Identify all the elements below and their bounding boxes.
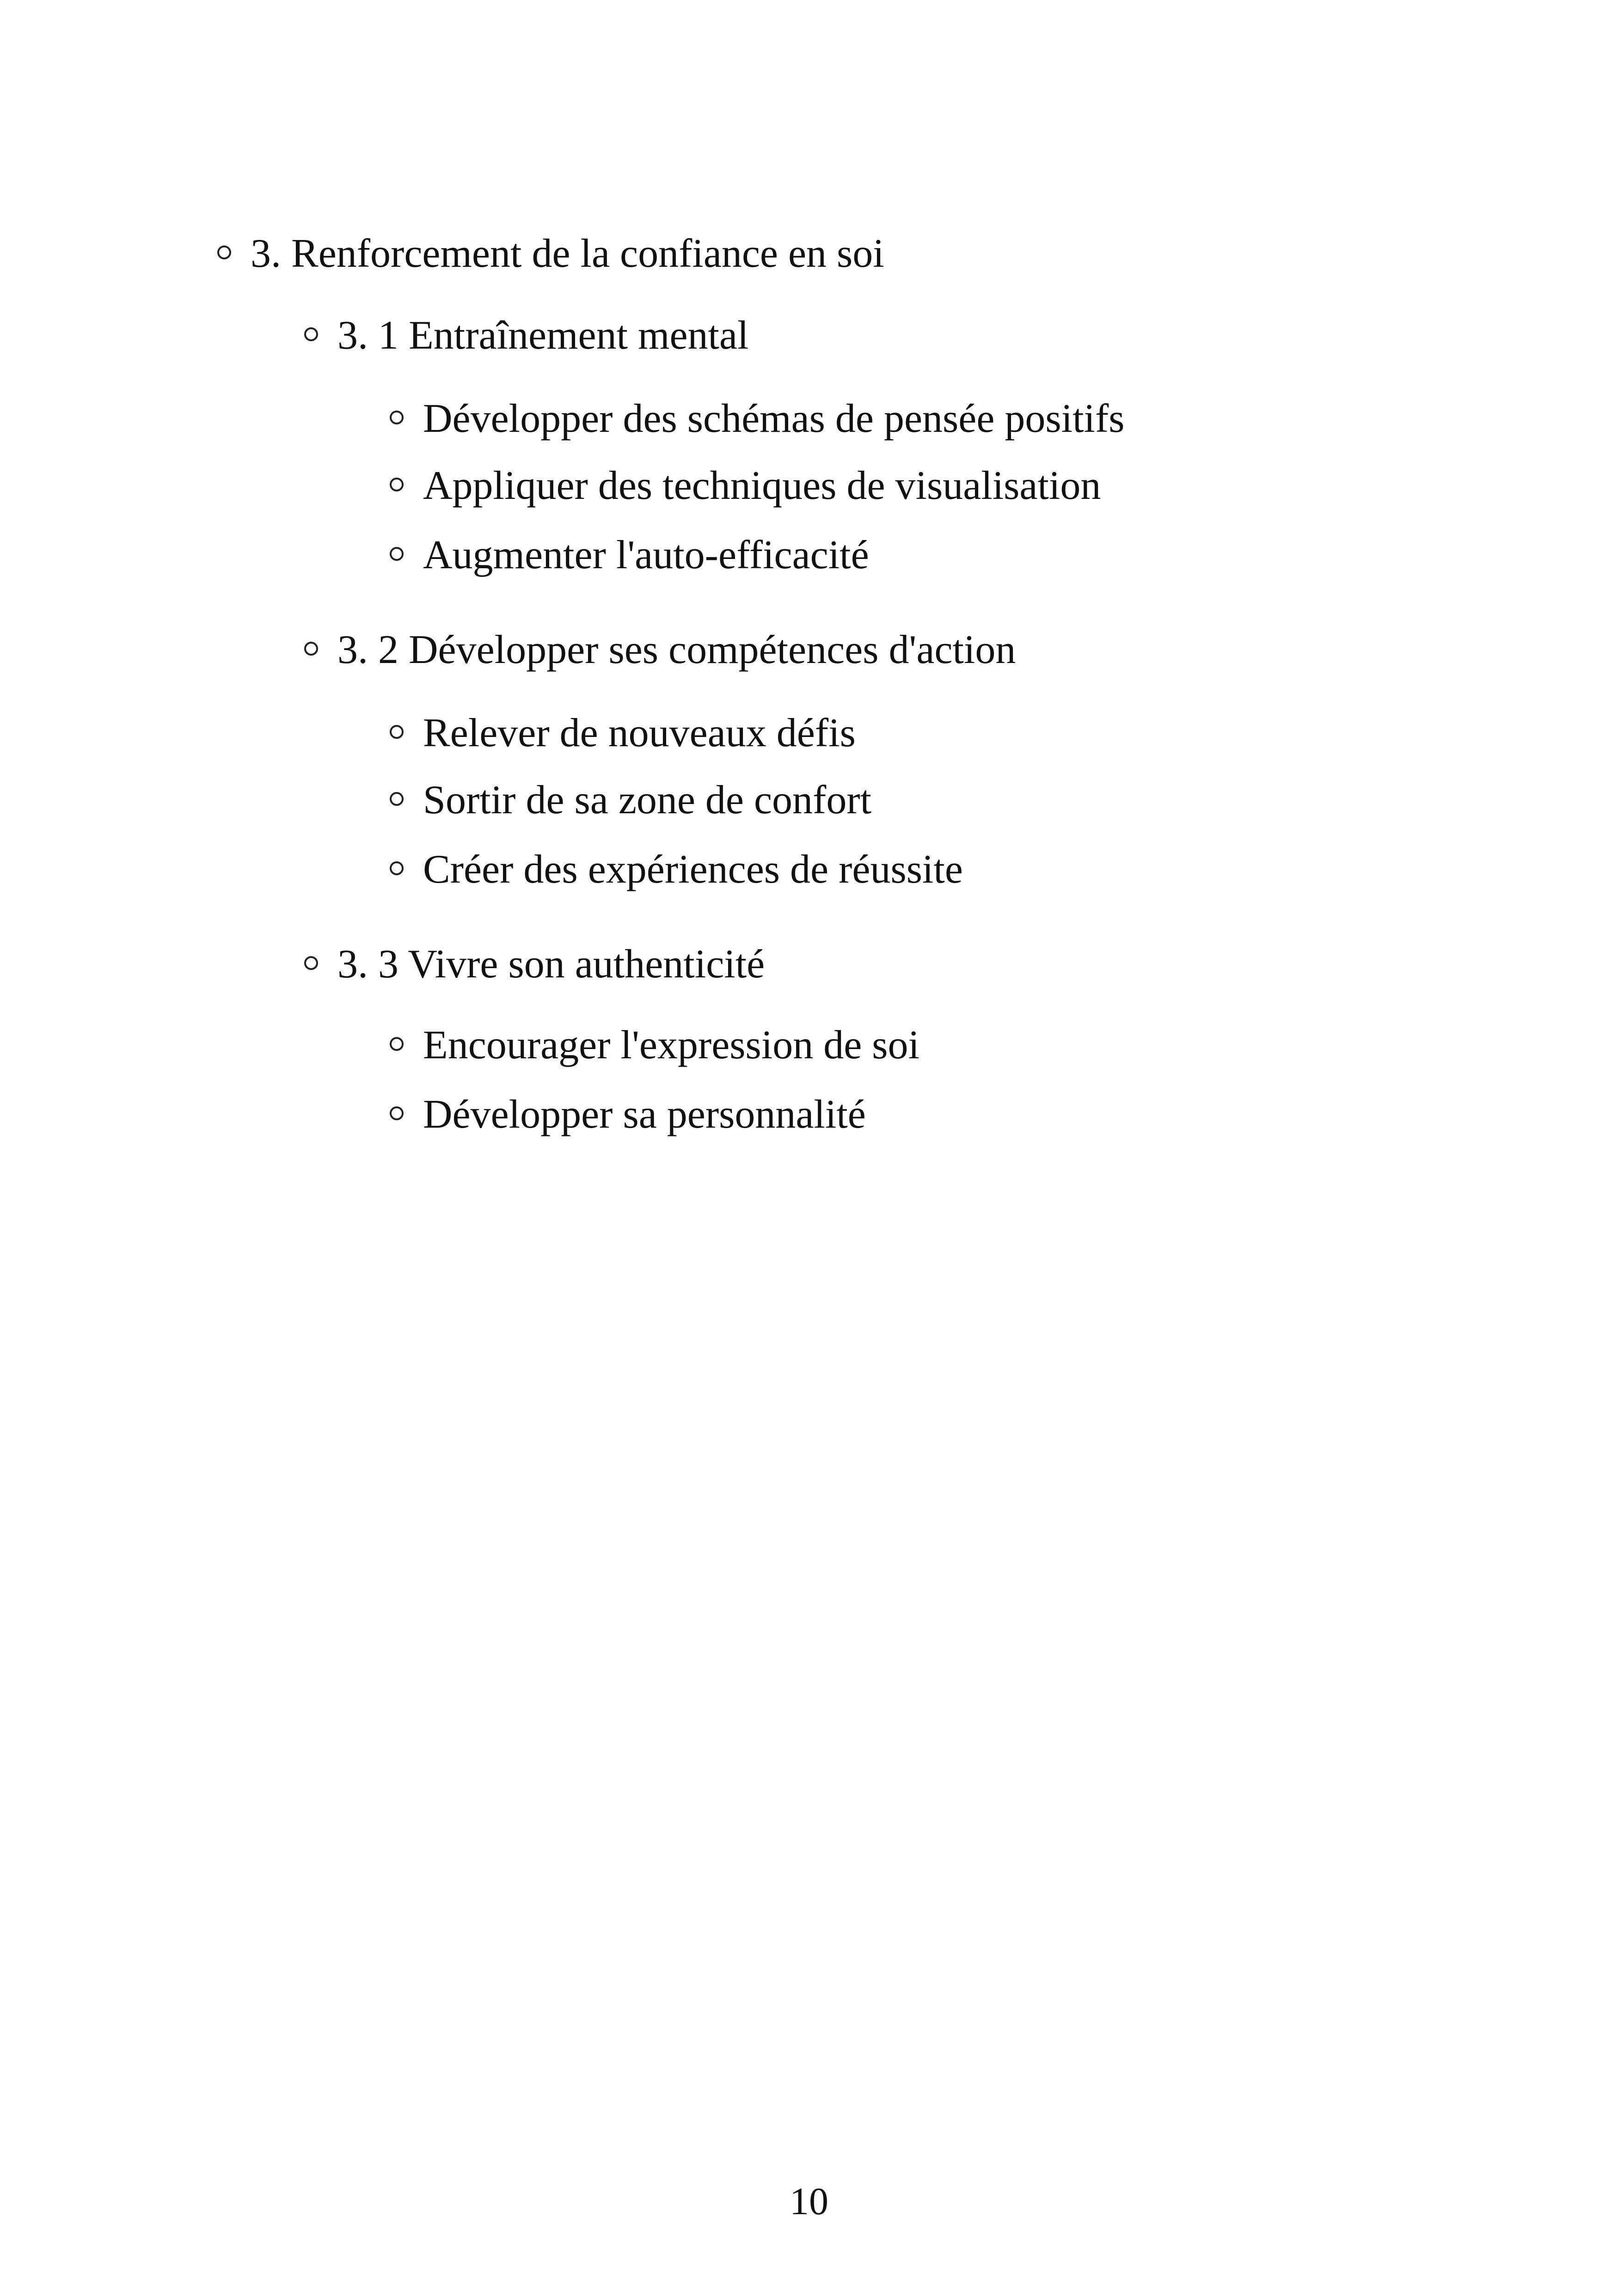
outline-subsection	[304, 315, 749, 356]
outline-item-text: Développer sa personnalité	[423, 1092, 866, 1137]
circle-bullet-icon	[390, 547, 404, 561]
subsection-title: 3. 1 Entraînement mental	[337, 313, 749, 358]
outline-item-text: Développer des schémas de pensée positifs	[423, 396, 1125, 441]
page-number: 10	[790, 2180, 828, 2223]
circle-bullet-icon	[390, 411, 404, 424]
circle-bullet-icon	[304, 327, 318, 341]
section-title: 3. Renforcement de la confiance en soi	[251, 231, 884, 276]
circle-bullet-icon	[217, 246, 231, 259]
outline-subsection	[304, 627, 1016, 672]
outline-subsection	[304, 944, 765, 985]
outline-item	[390, 463, 1101, 508]
circle-bullet-icon	[390, 478, 404, 491]
subsection-title: 3. 3 Vivre son authenticité	[337, 942, 765, 987]
outline-item	[390, 849, 963, 890]
circle-bullet-icon	[304, 642, 318, 656]
circle-bullet-icon	[390, 1106, 404, 1120]
outline-item	[390, 535, 869, 576]
outline-item-text: Sortir de sa zone de confort	[423, 778, 872, 823]
outline-item	[390, 713, 856, 754]
outline-item	[390, 780, 871, 821]
circle-bullet-icon	[304, 956, 318, 970]
outline-item-text: Augmenter l'auto-efficacité	[423, 533, 869, 577]
outline-item	[390, 396, 1125, 441]
circle-bullet-icon	[390, 1037, 404, 1051]
subsection-title: 3. 2 Développer ses compétences d'action	[337, 627, 1016, 672]
outline-item	[390, 1094, 866, 1135]
outline-item-text: Créer des expériences de réussite	[423, 847, 963, 892]
circle-bullet-icon	[390, 792, 404, 806]
circle-bullet-icon	[390, 861, 404, 875]
outline-item-text: Encourager l'expression de soi	[423, 1023, 919, 1068]
circle-bullet-icon	[390, 725, 404, 739]
outline-section	[217, 233, 884, 274]
outline-item	[390, 1025, 919, 1066]
outline-item-text: Appliquer des techniques de visualisation	[423, 463, 1101, 508]
outline-item-text: Relever de nouveaux défis	[423, 711, 856, 755]
